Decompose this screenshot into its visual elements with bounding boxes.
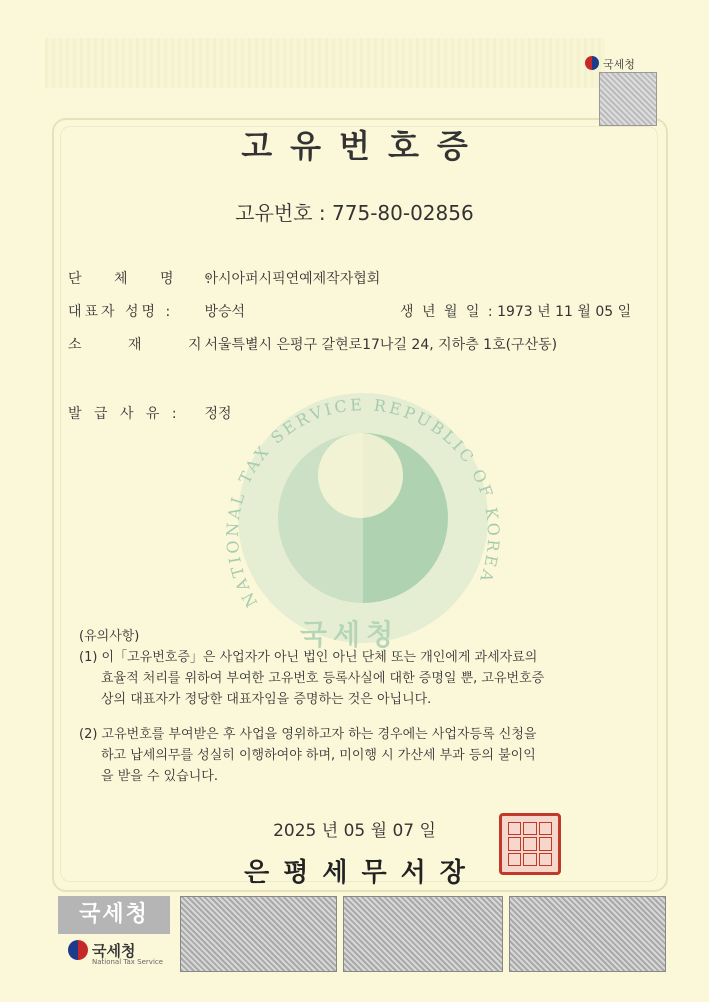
notes-section xyxy=(79,626,639,787)
registration-number: 고유번호 : 775-80-02856 xyxy=(235,201,474,225)
dob-value: 1973 년 11 월 05 일 xyxy=(497,304,632,320)
note-2-line-1: (2) 고유번호를 부여받은 후 사업을 영위하고자 하는 경우에는 사업자등록 신청을 xyxy=(79,727,537,742)
address-row xyxy=(68,334,557,354)
security-band xyxy=(45,38,605,88)
document-title: 고유번호증 xyxy=(241,127,486,165)
footer-logo-icon xyxy=(68,940,88,960)
issuing-office: 은평세무서장 xyxy=(244,858,479,888)
footer-agency-logo xyxy=(58,896,172,968)
agency-badge xyxy=(585,56,655,128)
nts-emblem-watermark xyxy=(218,373,518,653)
org-name-label: 단 체 명 : xyxy=(68,271,211,287)
note-1-line-3: 상의 대표자가 정당한 대표자임을 증명하는 것은 아닙니다. xyxy=(101,692,432,707)
note-2-line-3: 을 받을 수 있습니다. xyxy=(101,769,218,784)
org-name-row xyxy=(68,268,380,288)
barcode-block-2 xyxy=(343,896,503,972)
seal-pattern xyxy=(507,821,553,867)
agency-badge-text: 국세청 xyxy=(603,58,635,71)
verification-qr-code xyxy=(599,72,657,126)
issue-reason-row xyxy=(68,403,232,423)
official-seal-icon xyxy=(499,813,561,875)
footer-logo-name: 국세청 xyxy=(92,942,136,960)
address-value: 서울특별시 은평구 갈현로17나길 24, 지하층 1호(구산동) xyxy=(204,337,558,353)
svg-text:NATIONAL TAX SERVICE REPUBLIC xyxy=(223,395,503,611)
footer-logo-sub: National Tax Service xyxy=(92,958,164,966)
agency-logo-icon xyxy=(585,56,599,70)
issue-date: 2025 년 05 월 07 일 xyxy=(273,821,436,841)
note-1-line-2: 효율적 처리를 위하여 부여한 고유번호 등록사실에 대한 증명일 뿐, 고유번호증 xyxy=(101,671,545,686)
rep-name-value: 방승석 xyxy=(204,304,246,320)
footer-stamp-text: 국세청 xyxy=(58,896,170,934)
issue-reason-label: 발 급 사 유 : xyxy=(68,406,177,422)
barcode-block-1 xyxy=(180,896,337,972)
dob-label: 생 년 월 일 : xyxy=(400,304,493,320)
rep-name-row xyxy=(68,301,245,321)
emblem-arc-textpath: NATIONAL TAX SERVICE REPUBLIC OF KOREA xyxy=(222,394,504,611)
dob-row xyxy=(400,301,631,321)
emblem-arc-text xyxy=(218,373,518,653)
emblem-center-text: 국세청 xyxy=(300,618,400,651)
barcode-block-3 xyxy=(509,896,666,972)
note-1-line-1: (1) 이「고유번호증」은 사업자가 아닌 법인 아닌 단체 또는 개인에게 과세자료의 xyxy=(79,650,538,665)
issue-reason-value: 정정 xyxy=(204,406,232,422)
rep-name-label: 대표자 성명 : xyxy=(68,304,174,320)
note-2-line-2: 하고 납세의무를 성실히 이행하여야 하며, 미이행 시 가산세 부과 등의 불이익 xyxy=(101,748,536,763)
notes-heading: (유의사항) xyxy=(79,629,140,644)
org-name-value: 아시아퍼시픽연예제작자협회 xyxy=(204,271,381,287)
address-label: 소 재 지 : xyxy=(68,337,253,353)
